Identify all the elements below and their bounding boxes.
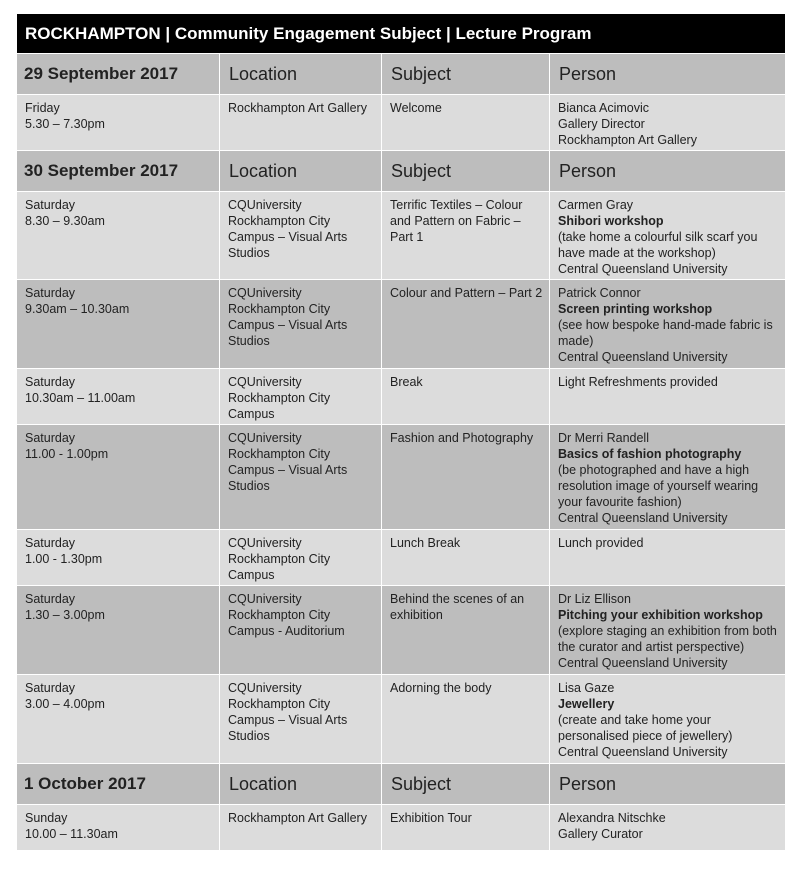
session-time [17,425,220,530]
session-day: Saturday [25,681,76,695]
person-line: (explore staging an exhibition from both the curator and artist perspective) [558,624,777,654]
session-day: Friday [25,101,60,115]
workshop-title: Shibori workshop [558,214,664,228]
session-subject: Behind the scenes of an exhibition [382,586,550,675]
session-location: CQUniversity Rockhampton City Campus – Visual Arts Studios [220,192,382,280]
session-row [17,280,786,369]
session-location: Rockhampton Art Gallery [220,95,382,151]
day-date: 30 September 2017 [17,151,220,192]
session-subject: Lunch Break [382,530,550,586]
person-line: Light Refreshments provided [558,375,718,389]
day-date: 29 September 2017 [17,54,220,95]
day-header-row [17,764,786,805]
session-row [17,805,786,851]
session-hours: 1.30 – 3.00pm [25,608,105,622]
workshop-title: Jewellery [558,697,615,711]
person-line: Alexandra Nitschke [558,811,666,825]
session-row [17,369,786,425]
session-day: Saturday [25,286,76,300]
session-time [17,675,220,764]
session-hours: 5.30 – 7.30pm [25,117,105,131]
session-row [17,192,786,280]
session-day: Saturday [25,592,76,606]
session-person [550,530,786,586]
session-location: CQUniversity Rockhampton City Campus [220,369,382,425]
workshop-title: Basics of fashion photography [558,447,742,461]
session-person [550,586,786,675]
session-subject: Break [382,369,550,425]
person-header: Person [550,764,786,805]
session-person [550,280,786,369]
session-hours: 11.00 - 1.00pm [25,447,109,461]
session-hours: 10.30am – 11.00am [25,391,136,405]
session-day: Saturday [25,198,76,212]
session-person [550,95,786,151]
session-person [550,675,786,764]
person-line: (take home a colourful silk scarf you have made at the workshop) [558,230,758,260]
session-person [550,805,786,851]
person-line: Central Queensland University [558,262,728,276]
session-row [17,675,786,764]
session-subject: Fashion and Photography [382,425,550,530]
workshop-title: Pitching your exhibition workshop [558,608,763,622]
person-line: Lunch provided [558,536,644,550]
person-line: (be photographed and have a high resolution image of yourself wearing your favourite fashion) [558,463,759,509]
session-day: Saturday [25,536,76,550]
session-time [17,369,220,425]
session-location: CQUniversity Rockhampton City Campus – Visual Arts Studios [220,675,382,764]
session-row [17,586,786,675]
person-line: Carmen Gray [558,198,634,212]
session-time [17,280,220,369]
day-date: 1 October 2017 [17,764,220,805]
person-line: Central Queensland University [558,350,728,364]
subject-header: Subject [382,151,550,192]
session-person [550,369,786,425]
person-line: (see how bespoke hand-made fabric is made) [558,318,773,348]
session-location: CQUniversity Rockhampton City Campus – Visual Arts Studios [220,425,382,530]
session-row [17,95,786,151]
person-line: Central Queensland University [558,511,728,525]
session-location: CQUniversity Rockhampton City Campus - Auditorium [220,586,382,675]
session-subject: Adorning the body [382,675,550,764]
session-hours: 10.00 – 11.30am [25,827,118,841]
session-day: Sunday [25,811,68,825]
session-person [550,425,786,530]
location-header: Location [220,764,382,805]
person-header: Person [550,54,786,95]
lecture-program-table [16,13,786,851]
person-line: Dr Merri Randell [558,431,649,445]
session-person [550,192,786,280]
person-line: Bianca Acimovic [558,101,650,115]
session-hours: 3.00 – 4.00pm [25,697,105,711]
person-line: Gallery Curator [558,827,643,841]
session-subject: Terrific Textiles – Colour and Pattern on Fabric – Part 1 [382,192,550,280]
session-time [17,530,220,586]
day-header-row [17,54,786,95]
session-time [17,805,220,851]
session-row [17,530,786,586]
location-header: Location [220,151,382,192]
session-subject: Exhibition Tour [382,805,550,851]
session-hours: 8.30 – 9.30am [25,214,105,228]
page-title: ROCKHAMPTON | Community Engagement Subject | Lecture Program [17,14,786,54]
session-time [17,95,220,151]
person-line: Gallery Director [558,117,645,131]
person-line: Lisa Gaze [558,681,615,695]
person-line: Central Queensland University [558,656,728,670]
subject-header: Subject [382,764,550,805]
location-header: Location [220,54,382,95]
session-hours: 1.00 - 1.30pm [25,552,103,566]
workshop-title: Screen printing workshop [558,302,713,316]
session-row [17,425,786,530]
session-day: Saturday [25,375,76,389]
person-line: Patrick Connor [558,286,641,300]
subject-header: Subject [382,54,550,95]
person-line: (create and take home your personalised piece of jewellery) [558,713,733,743]
session-day: Saturday [25,431,76,445]
person-line: Dr Liz Ellison [558,592,631,606]
person-line: Rockhampton Art Gallery [558,133,697,147]
session-subject: Welcome [382,95,550,151]
person-header: Person [550,151,786,192]
session-hours: 9.30am – 10.30am [25,302,130,316]
session-time [17,586,220,675]
session-location: CQUniversity Rockhampton City Campus – Visual Arts Studios [220,280,382,369]
session-time [17,192,220,280]
session-location: CQUniversity Rockhampton City Campus [220,530,382,586]
day-header-row [17,151,786,192]
session-subject: Colour and Pattern – Part 2 [382,280,550,369]
session-location: Rockhampton Art Gallery [220,805,382,851]
person-line: Central Queensland University [558,745,728,759]
